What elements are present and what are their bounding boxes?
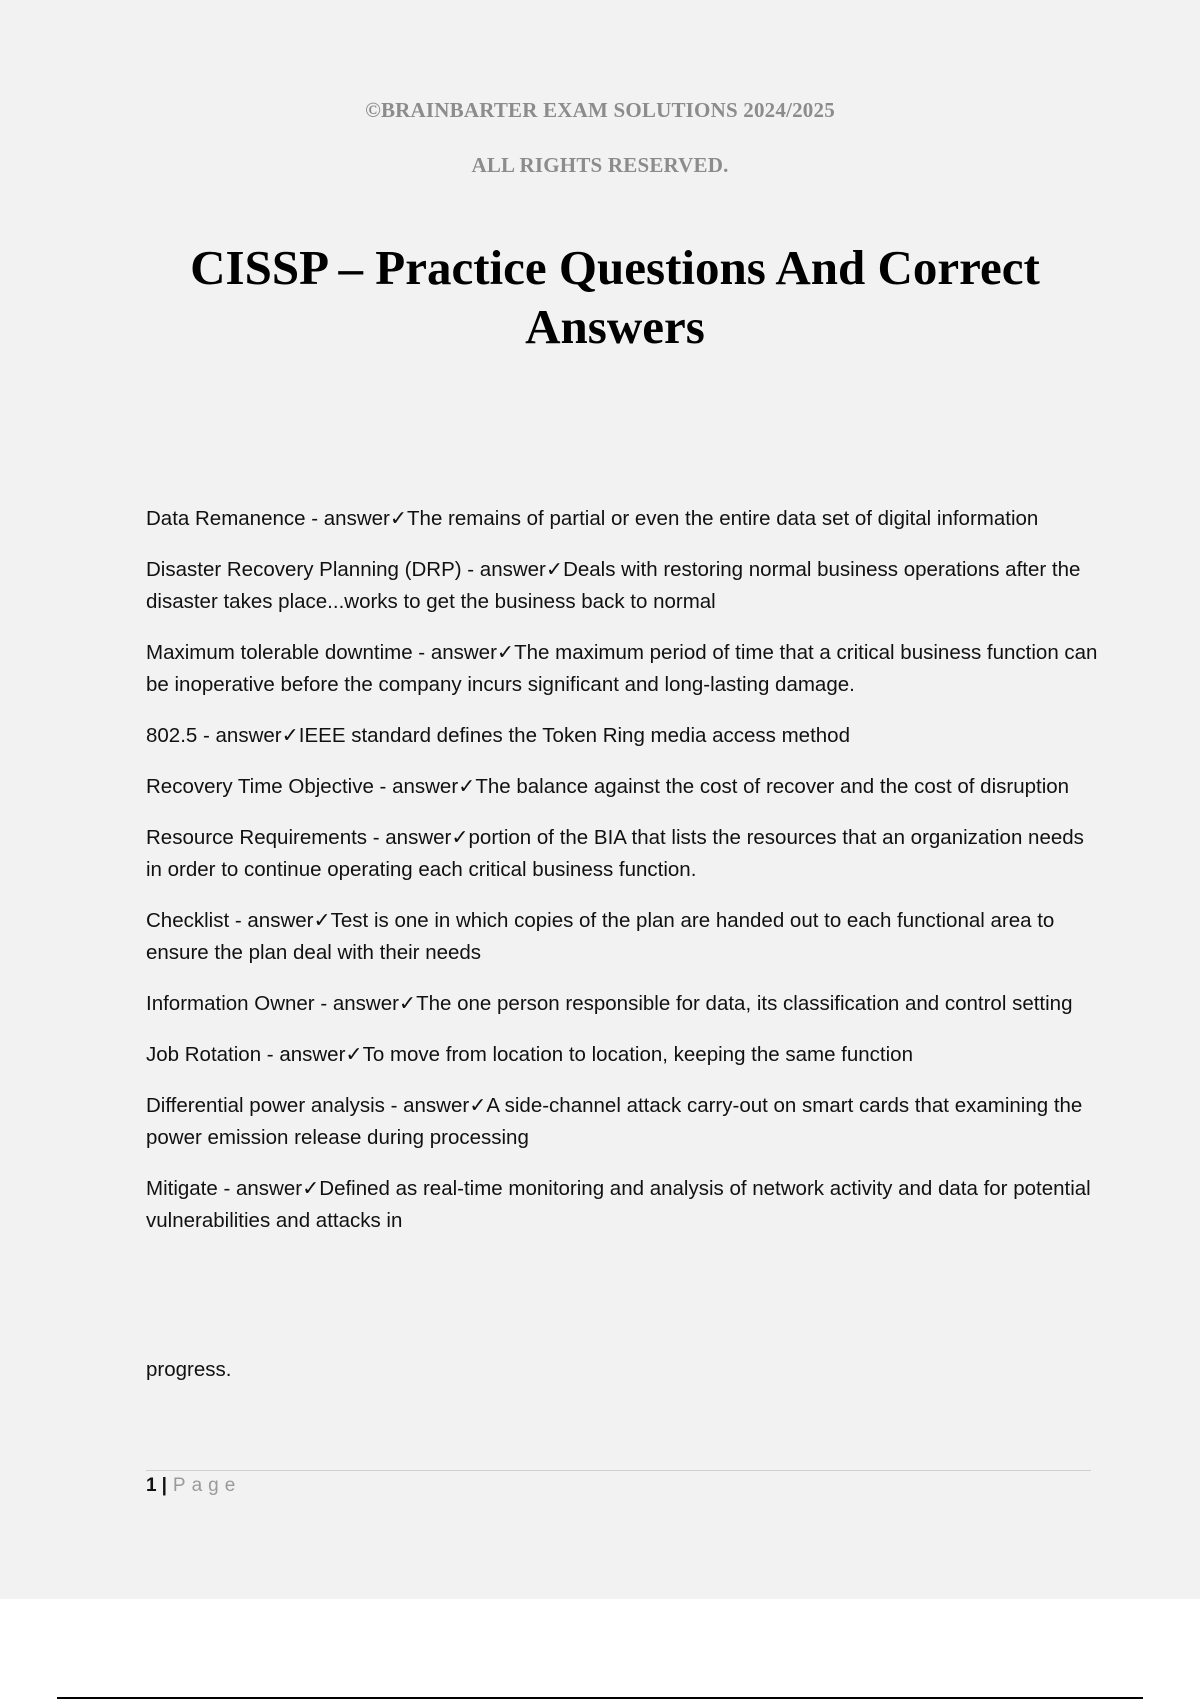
- qa-entry: [146, 988, 1098, 1020]
- qa-entry: [146, 720, 1098, 752]
- answer-marker: - answer✓: [261, 1043, 363, 1066]
- entry-answer: IEEE standard defines the Token Ring media access method: [298, 724, 850, 747]
- entry-term: Maximum tolerable downtime: [146, 641, 413, 664]
- qa-entry: [146, 1173, 1098, 1237]
- next-page-divider: [57, 1697, 1143, 1699]
- entry-term: Information Owner: [146, 992, 315, 1015]
- entry-term: Differential power analysis: [146, 1094, 385, 1117]
- page-number: 1: [146, 1475, 157, 1496]
- answer-marker: - answer✓: [384, 1094, 487, 1117]
- entry-answer: The balance against the cost of recover and the cost of disruption: [475, 775, 1070, 798]
- entry-answer: portion of the BIA that lists the resources that an organization needs in order to continue operating each critical business function.: [146, 826, 1090, 881]
- entry-term: Data Remanence: [146, 507, 306, 530]
- entry-term: Recovery Time Objective: [146, 775, 374, 798]
- qa-list: [146, 503, 1104, 1256]
- answer-marker: - answer✓: [197, 724, 299, 747]
- qa-entry: [146, 905, 1098, 969]
- page-footer: [146, 1473, 241, 1499]
- entry-answer: The one person responsible for data, its classification and control setting: [416, 992, 1073, 1015]
- answer-marker: - answer✓: [367, 826, 469, 849]
- entry-answer: To move from location to location, keeping the same function: [362, 1043, 913, 1066]
- document-title: CISSP – Practice Questions And Correct Answers: [190, 240, 1040, 354]
- qa-entry: [146, 503, 1098, 535]
- entry-term: Resource Requirements: [146, 826, 368, 849]
- footer-separator: |: [161, 1475, 167, 1496]
- entry-answer: Deals with restoring normal business operations after the disaster takes place...works to get the business back to normal: [146, 558, 1087, 613]
- qa-entry: [146, 1090, 1098, 1154]
- copyright-header: ©BRAINBARTER EXAM SOLUTIONS 2024/2025: [365, 98, 835, 122]
- qa-entry: [146, 554, 1098, 618]
- entry-answer: Test is one in which copies of the plan are handed out to each functional area to ensure the plan deal with their needs: [146, 909, 1061, 964]
- entry-term: Job Rotation: [146, 1043, 262, 1066]
- entry-term: Mitigate: [146, 1177, 218, 1200]
- page-label: Page: [172, 1475, 242, 1496]
- answer-marker: - answer✓: [461, 558, 564, 581]
- qa-entry: [146, 822, 1098, 886]
- entry-answer: The maximum period of time that a critical business function can be inoperative before the company incurs significant and long-lasting damage.: [146, 641, 1104, 696]
- answer-marker: - answer✓: [314, 992, 417, 1015]
- qa-entry: [146, 1039, 1098, 1071]
- entry-term: Disaster Recovery Planning (DRP): [146, 558, 462, 581]
- entry-continuation: progress.: [146, 1358, 232, 1381]
- answer-marker: - answer✓: [305, 507, 408, 530]
- entry-term: Checklist: [146, 909, 230, 932]
- rights-reserved-header: ALL RIGHTS RESERVED.: [471, 153, 729, 177]
- answer-marker: - answer✓: [412, 641, 515, 664]
- entry-answer: A side-channel attack carry-out on smart cards that examining the power emission release during processing: [146, 1094, 1089, 1149]
- answer-marker: - answer✓: [229, 909, 331, 932]
- entry-term: 802.5: [146, 724, 198, 747]
- answer-marker: - answer✓: [217, 1177, 320, 1200]
- answer-marker: - answer✓: [373, 775, 476, 798]
- entry-answer: Defined as real-time monitoring and analysis of network activity and data for potential vulnerabilities and attacks in: [146, 1177, 1097, 1232]
- entry-answer: The remains of partial or even the entire data set of digital information: [407, 507, 1039, 530]
- qa-entry: [146, 771, 1098, 803]
- footer-divider: [146, 1470, 1091, 1471]
- qa-entry: [146, 637, 1104, 701]
